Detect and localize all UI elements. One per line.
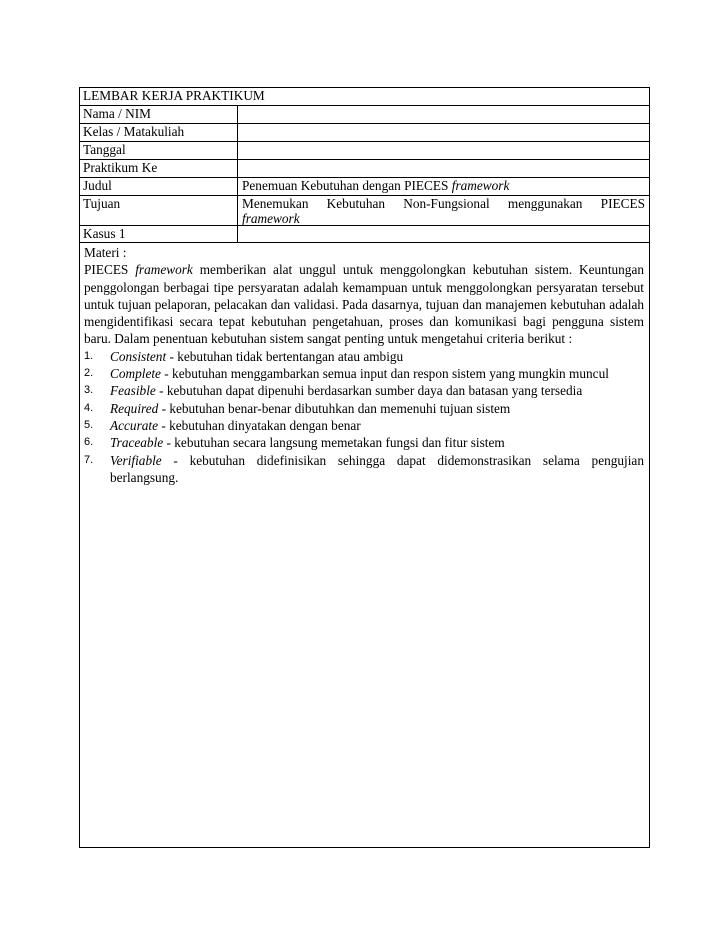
materi-intro <box>84 261 644 347</box>
criteria-term: Complete <box>110 366 161 382</box>
list-item <box>84 417 644 434</box>
list-number: 3. <box>84 384 94 397</box>
criteria-desc: - kebutuhan didefinisikan sehingga dapat didemonstrasikan selama pengujian berlangsung. <box>110 452 644 485</box>
criteria-list <box>84 348 644 486</box>
field-label-tanggal: Tanggal <box>83 142 126 157</box>
criteria-desc: - kebutuhan tidak bertentangan atau ambigu <box>166 348 404 364</box>
criteria-desc: - kebutuhan dinyatakan dengan benar <box>158 417 361 433</box>
field-row-nama-nim <box>80 106 649 124</box>
field-row-tanggal <box>80 142 649 160</box>
judul-text: Penemuan Kebutuhan dengan PIECES <box>242 178 449 193</box>
list-item <box>84 348 644 365</box>
worksheet-form <box>79 87 650 848</box>
list-item <box>84 452 644 487</box>
criteria-desc: - kebutuhan menggambarkan semua input dan respon sistem yang mungkin muncul <box>160 366 609 382</box>
criteria-desc: - kebutuhan benar-benar dibutuhkan dan memenuhi tujuan sistem <box>158 400 511 416</box>
field-row-kasus <box>80 226 649 243</box>
list-number: 2. <box>84 367 94 380</box>
tujuan-text: Menemukan Kebutuhan Non-Fungsional menggunakan PIECES <box>242 196 645 211</box>
criteria-term: Verifiable <box>110 452 162 468</box>
criteria-desc: - kebutuhan dapat dipenuhi berdasarkan sumber daya dan batasan yang tersedia <box>155 383 583 399</box>
field-row-tujuan <box>80 196 649 226</box>
field-label-kelas: Kelas / Matakuliah <box>83 124 185 139</box>
intro-framework: framework <box>135 262 193 278</box>
list-item <box>84 382 644 399</box>
field-row-judul <box>80 178 649 196</box>
field-row-praktikum-ke <box>80 160 649 178</box>
list-item <box>84 365 644 382</box>
materi-heading: Materi : <box>84 245 127 260</box>
list-number: 7. <box>84 453 94 466</box>
list-number: 4. <box>84 401 94 414</box>
criteria-term: Traceable <box>110 435 164 451</box>
criteria-term: Consistent <box>110 348 167 364</box>
criteria-desc: - kebutuhan secara langsung memetakan fungsi dan fitur sistem <box>163 435 505 451</box>
field-label-judul: Judul <box>83 178 112 193</box>
field-value-judul <box>242 178 645 194</box>
field-value-tujuan <box>242 197 645 226</box>
list-number: 6. <box>84 436 94 449</box>
list-number: 5. <box>84 418 94 431</box>
criteria-term: Feasible <box>110 383 156 399</box>
field-label-tujuan: Tujuan <box>83 196 121 211</box>
list-item <box>84 434 644 451</box>
list-number: 1. <box>84 349 94 362</box>
field-row-kelas <box>80 124 649 142</box>
judul-italic-text: framework <box>451 178 510 193</box>
intro-body: memberikan alat unggul untuk menggolongkan kebutuhan sistem. Keuntungan penggolongan berbagai tipe persyaratan adalah kemampuan untuk menggolongkan persyaratan tersebut untuk tujuan pelaporan, pelacakan dan validasi. Pada dasarnya, tujuan dan manajemen kebutuhan adalah mengidentifikasi secara tepat kebutuhan pengetahuan, proses dan komunikasi bagi pengguna sistem baru. Dalam penentuan kebutuhan sistem sangat penting untuk mengetahui criteria berikut : <box>84 262 645 347</box>
materi-section <box>84 244 644 486</box>
field-label-nama-nim: Nama / NIM <box>83 106 151 121</box>
list-item <box>84 400 644 417</box>
worksheet-title-row <box>80 88 649 106</box>
criteria-term: Accurate <box>110 417 158 433</box>
intro-pieces: PIECES <box>84 262 129 278</box>
worksheet-title: LEMBAR KERJA PRAKTIKUM <box>83 88 265 103</box>
criteria-term: Required <box>110 400 159 416</box>
field-label-praktikum-ke: Praktikum Ke <box>83 160 158 175</box>
field-label-kasus: Kasus 1 <box>83 226 126 241</box>
tujuan-italic-text: framework <box>242 210 300 226</box>
